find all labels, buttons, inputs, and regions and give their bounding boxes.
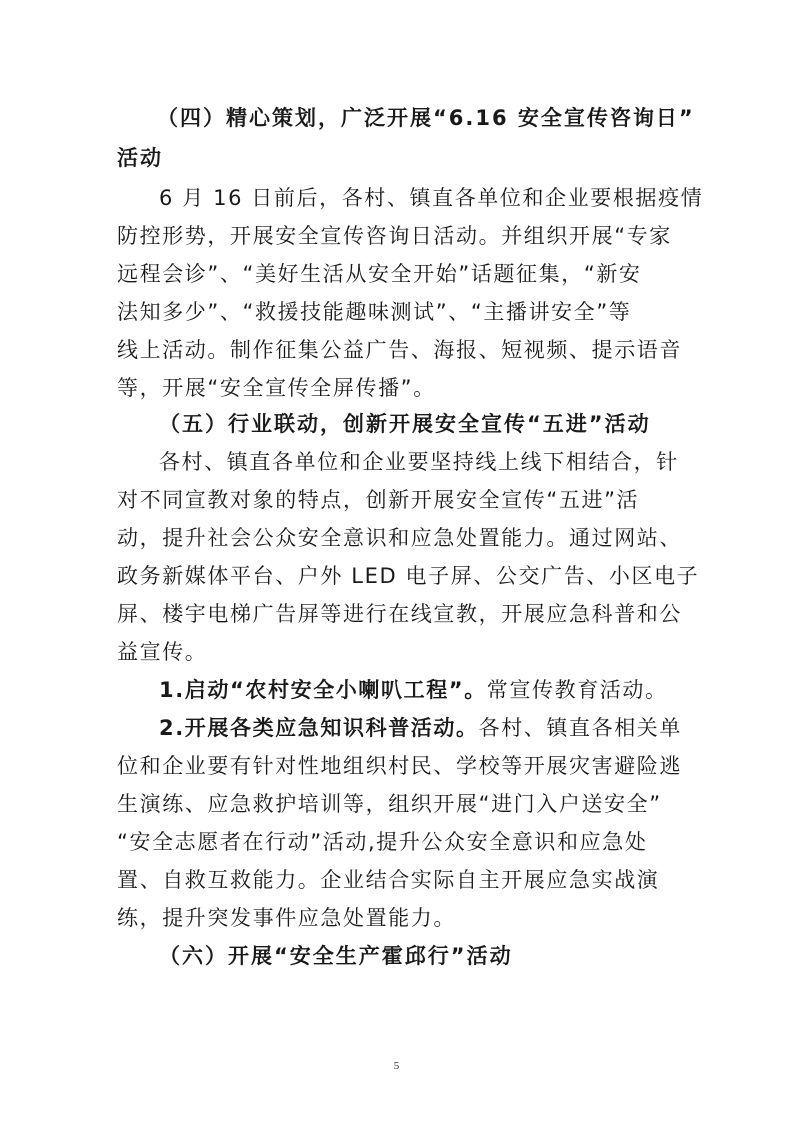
section4-para-line: 线上活动。制作征集公益广告、海报、短视频、提示语音 [117,338,682,362]
section4-para-line: 远程会诊”、“美好生活从安全开始”话题征集，“新安 [117,262,642,286]
page-number: 5 [393,1060,400,1072]
item2-bold-title: 2.开展各类应急知识科普活动。 [159,716,479,740]
section4-heading-line1: （四）精心策划，广泛开展“6.16 安全宣传咨询日” [157,106,695,130]
item2-line: 置、自救互救能力。企业结合实际自主开展应急实战演 [117,868,660,892]
section6-heading: （六）开展“安全生产霍邱行”活动 [159,944,513,968]
item2-line: “安全志愿者在行动”活动,提升公众安全意识和应急处 [117,830,648,854]
section5-para-line: 屏、楼宇电梯广告屏等进行在线宣教，开展应急科普和公 [117,602,682,626]
section4-heading-line2: 活动 [117,146,163,170]
section5-heading: （五）行业联动，创新开展安全宣传“五进”活动 [159,412,651,436]
section5-para-line: 政务新媒体平台、户外 LED 电子屏、公交广告、小区电子 [117,564,700,588]
item2-text: 各村、镇直各相关单 [478,716,682,740]
section4-para-line: 防控形势，开展安全宣传咨询日活动。并组织开展“专家 [117,224,672,248]
section5-para-line: 对不同宣教对象的特点，创新开展安全宣传“五进”活 [117,488,640,512]
item2-line: 位和企业要有针对性地组织村民、学校等开展灾害避险逃 [117,754,682,778]
section4-para-line: 6 月 16 日前后，各村、镇直各单位和企业要根据疫情 [159,186,704,210]
item2-first-line [159,714,682,742]
item2-line: 练，提升突发事件应急处置能力。 [117,906,456,930]
item1-text: 常宣传教育活动。 [486,678,668,702]
section5-para-line: 各村、镇直各单位和企业要坚持线上线下相结合，针 [159,450,679,474]
item2-line: 生演练、应急救护培训等，组织开展“进门入户送安全” [117,792,662,816]
item1-bold-title: 1.启动“农村安全小喇叭工程”。 [159,678,487,702]
section5-para-line: 动，提升社会公众安全意识和应急处置能力。通过网站、 [117,526,682,550]
section4-para-line: 等，开展“安全宣传全屏传播”。 [117,376,436,400]
section5-para-line: 益宣传。 [117,640,208,664]
section4-para-line: 法知多少”、“救援技能趣味测试”、“主播讲安全”等 [117,300,632,324]
item1-line [159,676,668,704]
